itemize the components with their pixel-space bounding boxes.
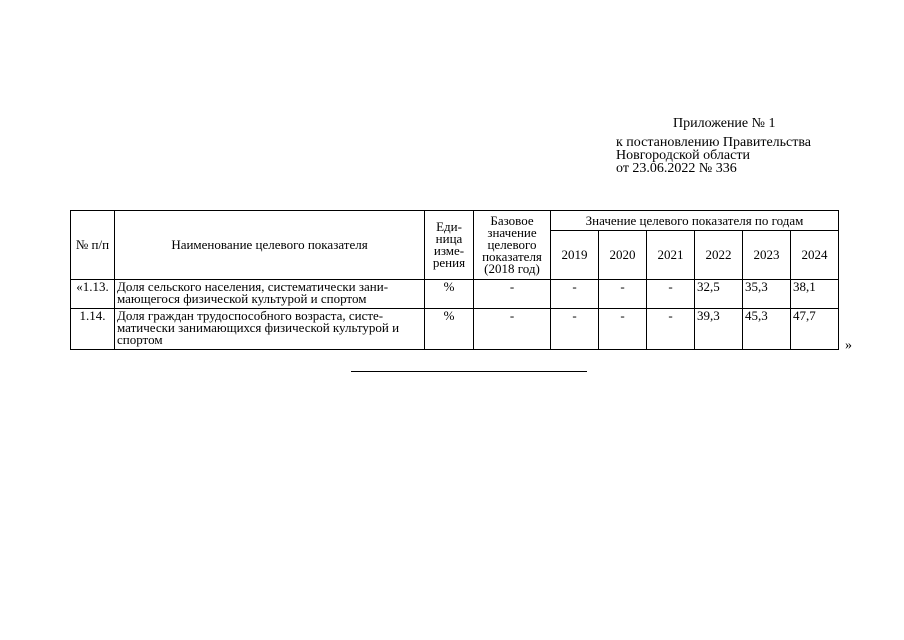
header-indicator-name: Наименование целевого показателя bbox=[115, 211, 425, 280]
decree-reference bbox=[616, 136, 811, 175]
row-year-value: 38,1 bbox=[791, 280, 839, 309]
row-number: 1.14. bbox=[71, 309, 115, 350]
row-year-value: 39,3 bbox=[695, 309, 743, 350]
row-unit: % bbox=[425, 309, 474, 350]
ref-line: к постановлению Правительства bbox=[616, 135, 812, 150]
header-year: 2020 bbox=[599, 231, 647, 280]
row-indicator-name: Доля граждан трудоспособного возраста, систе-матически занимающихся физической культурой и спортом bbox=[115, 309, 425, 350]
indicator-table bbox=[70, 210, 839, 350]
appendix-title: Приложение № 1 bbox=[673, 116, 776, 131]
row-indicator-name: Доля сельского населения, систематически зани-мающегося физической культурой и спортом bbox=[115, 280, 425, 309]
row-year-value: - bbox=[647, 309, 695, 350]
table-row bbox=[71, 280, 839, 309]
ref-line: от 23.06.2022 № 336 bbox=[616, 161, 737, 176]
header-year: 2019 bbox=[551, 231, 599, 280]
row-number: «1.13. bbox=[71, 280, 115, 309]
row-year-value: - bbox=[551, 280, 599, 309]
row-unit: % bbox=[425, 280, 474, 309]
end-rule-divider bbox=[351, 371, 587, 372]
row-base-value: - bbox=[474, 309, 551, 350]
row-year-value: - bbox=[599, 309, 647, 350]
row-year-value: 35,3 bbox=[743, 280, 791, 309]
header-year: 2021 bbox=[647, 231, 695, 280]
row-year-value: - bbox=[647, 280, 695, 309]
header-year: 2024 bbox=[791, 231, 839, 280]
table-row bbox=[71, 309, 839, 350]
header-year: 2023 bbox=[743, 231, 791, 280]
header-values-by-year: Значение целевого показателя по годам bbox=[551, 211, 839, 231]
row-year-value: - bbox=[599, 280, 647, 309]
row-year-value: - bbox=[551, 309, 599, 350]
row-year-value: 47,7 bbox=[791, 309, 839, 350]
ref-line: Новгородской области bbox=[616, 148, 750, 163]
row-year-value: 45,3 bbox=[743, 309, 791, 350]
row-base-value: - bbox=[474, 280, 551, 309]
header-year: 2022 bbox=[695, 231, 743, 280]
row-year-value: 32,5 bbox=[695, 280, 743, 309]
header-number: № п/п bbox=[71, 211, 115, 280]
header-base-value: Базовое значение целевого показателя (2018 год) bbox=[474, 211, 551, 280]
closing-quote: » bbox=[845, 338, 852, 353]
header-unit: Еди-ница изме-рения bbox=[425, 211, 474, 280]
